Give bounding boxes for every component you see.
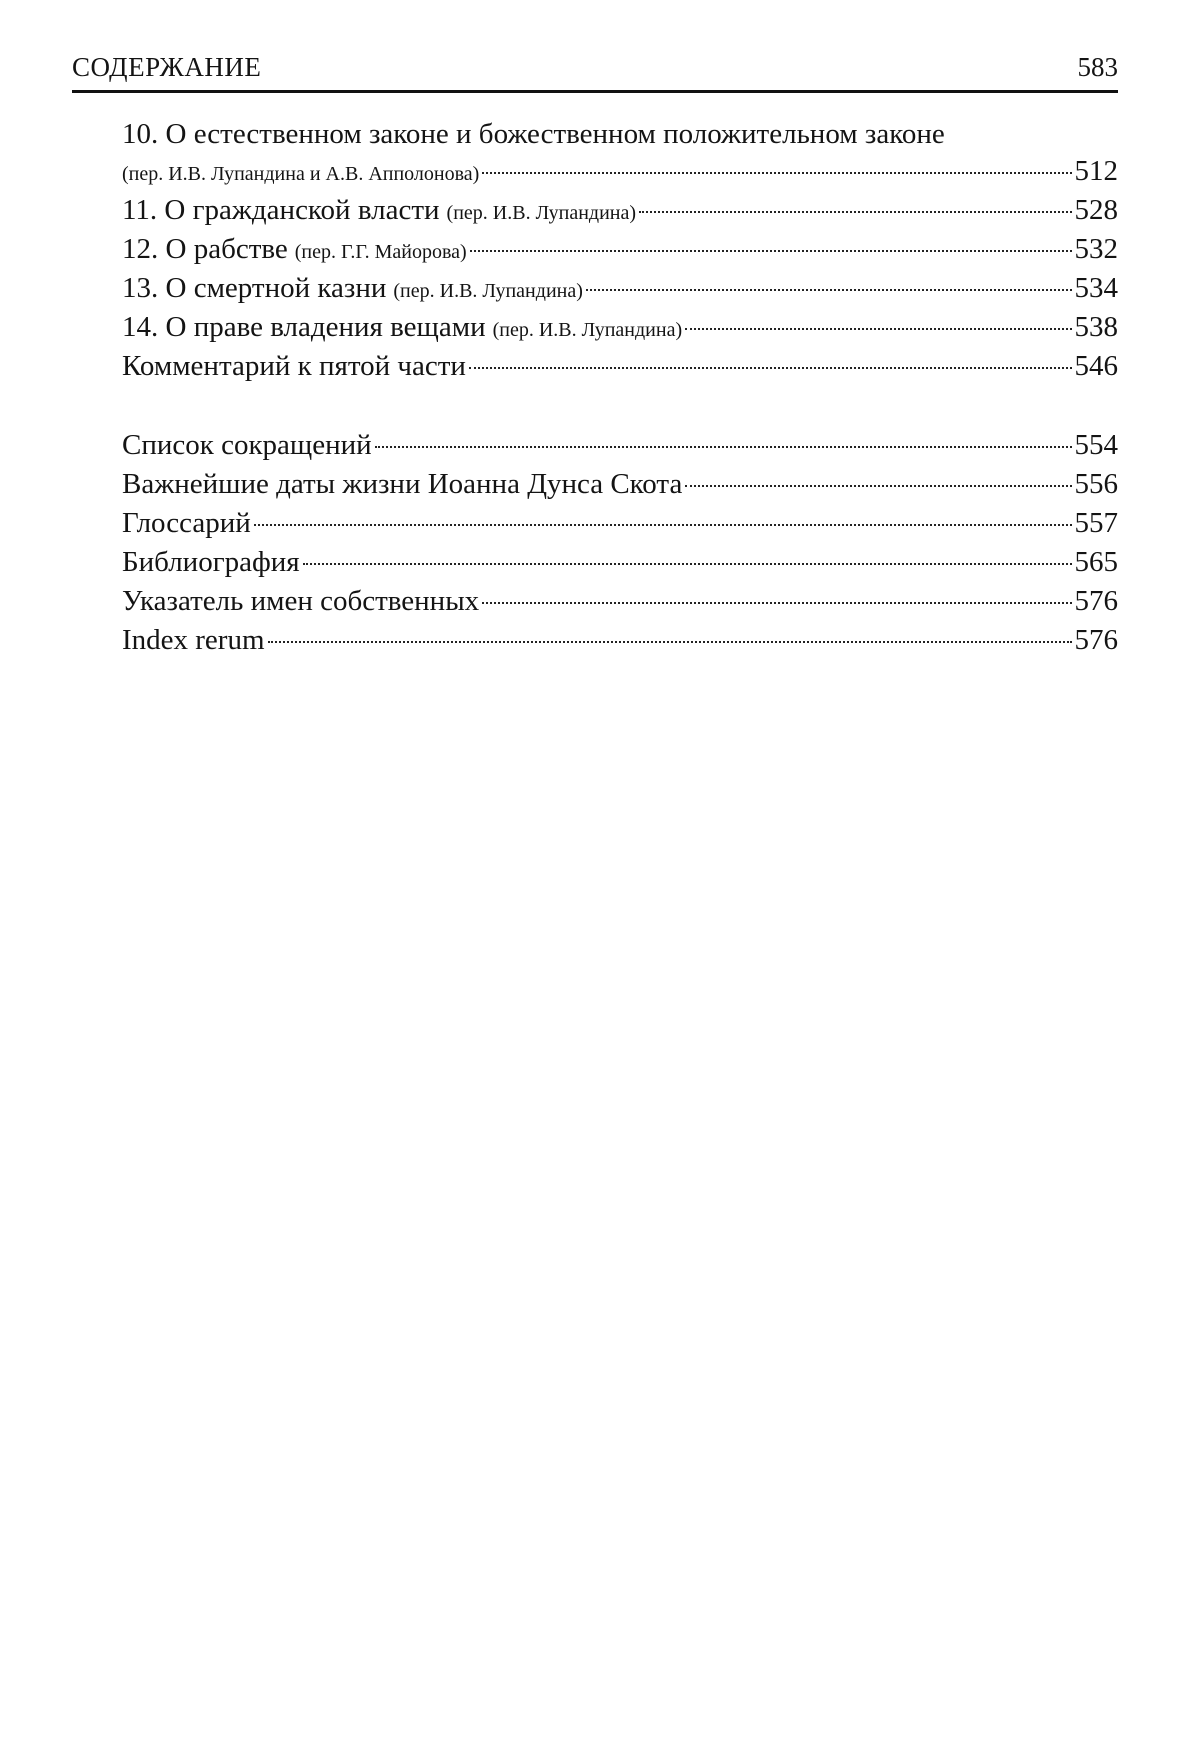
section-spacer (122, 386, 1118, 426)
toc-entry-page: 576 (1074, 585, 1118, 617)
header-rule (72, 90, 1118, 93)
dot-leader (482, 171, 1071, 174)
toc-entry (122, 621, 1118, 660)
toc-entry-page: 576 (1074, 624, 1118, 656)
toc-entry-page: 538 (1074, 311, 1118, 343)
page-number: 583 (1077, 52, 1118, 82)
toc-entry-translator: (пер. Г.Г. Майорова) (294, 241, 467, 263)
toc-entry (122, 582, 1118, 621)
toc-entry (122, 543, 1118, 582)
toc-entry (122, 191, 1118, 230)
dot-leader (586, 288, 1072, 291)
toc-entry-translator: (пер. И.В. Лупандина и А.В. Апполонова) (122, 163, 480, 185)
toc-entry-title: Комментарий к пятой части (122, 350, 466, 382)
toc-entry-title-line (122, 116, 1118, 152)
dot-leader (685, 484, 1071, 487)
toc-entry-title: 10. О естественном законе и божественном положительном законе (122, 118, 945, 150)
toc-entry (122, 308, 1118, 347)
toc-entry-page: 512 (1074, 155, 1118, 187)
dot-leader (639, 210, 1071, 213)
running-head-title: СОДЕРЖАНИЕ (72, 52, 262, 82)
toc-entry-page: 532 (1074, 233, 1118, 265)
dot-leader (303, 562, 1072, 565)
dot-leader (685, 327, 1071, 330)
toc-entry-title: Index rerum (122, 624, 265, 656)
toc-entry-page: 534 (1074, 272, 1118, 304)
dot-leader (470, 249, 1072, 252)
toc-entry-page: 554 (1074, 429, 1118, 461)
toc-entry-title: Важнейшие даты жизни Иоанна Дунса Скота (122, 468, 683, 500)
dot-leader (268, 640, 1072, 643)
toc-entry (122, 152, 1118, 191)
toc-entry-title: Библиография (122, 546, 300, 578)
toc-entry-title: 11. О гражданской власти (122, 194, 440, 226)
toc-entry (122, 230, 1118, 269)
toc-entry-translator: (пер. И.В. Лупандина) (393, 280, 583, 302)
toc-entry-page: 546 (1074, 350, 1118, 382)
toc-entry-translator: (пер. И.В. Лупандина) (446, 202, 637, 224)
toc-entry-translator: (пер. И.В. Лупандина) (492, 319, 683, 341)
toc-entry-title: Глоссарий (122, 507, 251, 539)
toc-entry-title: Указатель имен собственных (122, 585, 480, 617)
dot-leader (375, 445, 1072, 448)
dot-leader (482, 601, 1071, 604)
running-header (72, 52, 1118, 92)
toc-entry-title: 14. О праве владения вещами (122, 311, 486, 343)
dot-leader (254, 523, 1072, 526)
toc-entry-title: 13. О смертной казни (122, 272, 387, 304)
dot-leader (469, 366, 1072, 369)
toc-entry-title: Список сокращений (122, 429, 372, 461)
toc-entry-page: 565 (1074, 546, 1118, 578)
toc-entry-page: 557 (1074, 507, 1118, 539)
table-of-contents (122, 116, 1118, 660)
toc-entry (122, 347, 1118, 386)
toc-entry-page: 528 (1074, 194, 1118, 226)
toc-entry (122, 426, 1118, 465)
toc-entry (122, 269, 1118, 308)
toc-entry (122, 465, 1118, 504)
toc-entry (122, 504, 1118, 543)
toc-entry-title: 12. О рабстве (122, 233, 288, 265)
toc-entry-page: 556 (1074, 468, 1118, 500)
